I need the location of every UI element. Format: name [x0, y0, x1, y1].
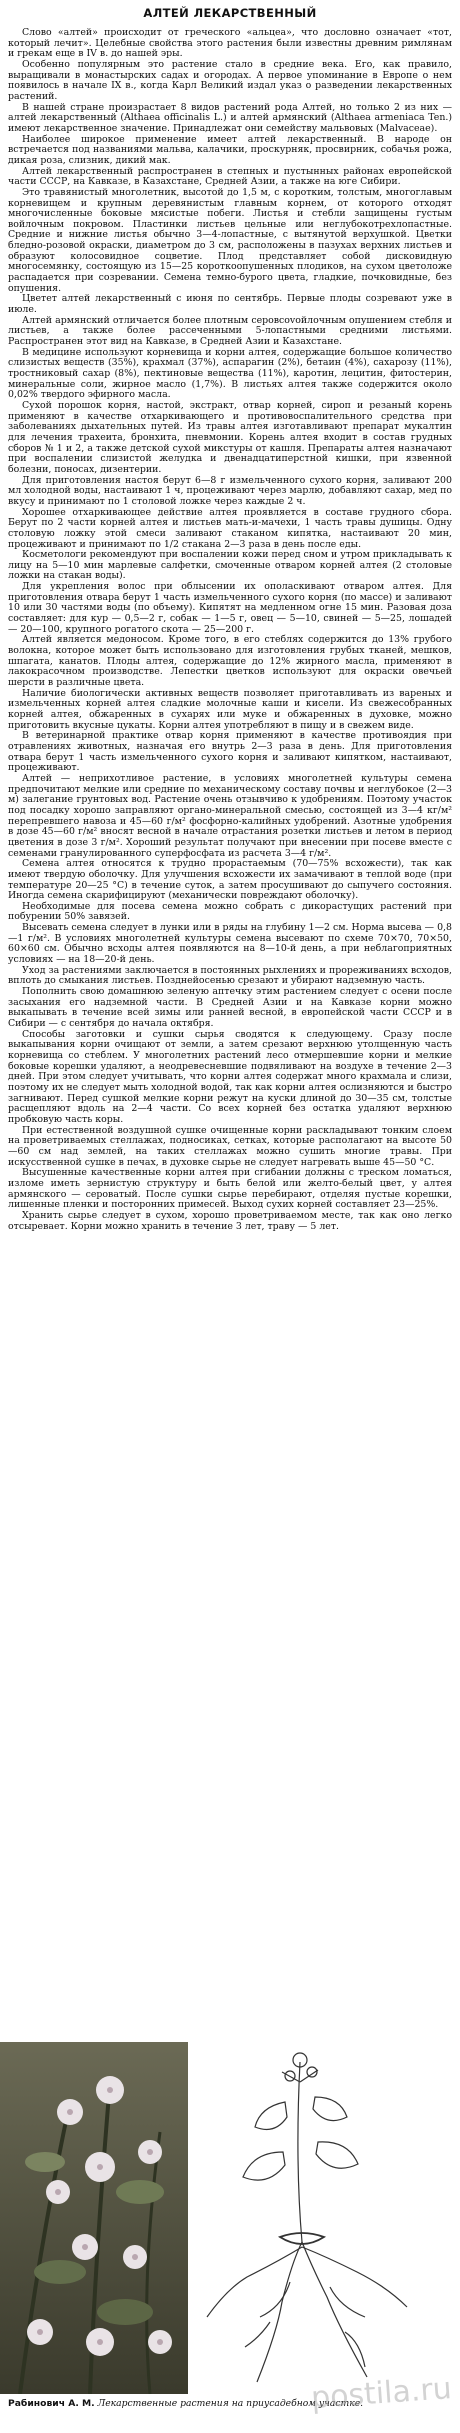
paragraph: Хранить сырье следует в сухом, хорошо проветриваемом месте, так как оно легко отсыревает. Корни можно хранить в течение 3 лет, траву — 5 лет. [8, 1209, 452, 1232]
plant-drawing [207, 2053, 407, 2382]
caption-text: Лекарственные растения на приусадебном участке. [97, 2398, 364, 2409]
paragraph: Хорошее отхаркивающее действие алтея проявляется в составе грудного сбора. Берут по 2 части корней алтея и листьев мать-и-мачехи, 1 часть травы душицы. Одну столовую ложку этой смеси заливают стаканом кипятка, настаивают 20 мин, процеживают и принимают по 1/2 стакана 2—3 раза в день после еды. [8, 506, 452, 550]
paragraph: Высевать семена следует в лунки или в ряды на глубину 1—2 см. Норма высева — 0,8—1 г/м². В условиях многолетней культуры семена высевают по схеме 70×70, 70×50, 60×60 см. Обычно всходы алтея появляются на 8—10-й день, а при неблагоприятных условиях — на 18—20-й день. [8, 922, 452, 966]
paragraph: Сухой порошок корня, настой, экстракт, отвар корней, сироп и резаный корень применяют в качестве отхаркивающего и противовоспалительного средства при заболеваниях дыхательных путей. Из травы алтея изготавливают препарат мукалтин для лечения трахеита, бронхита, пневмонии. Корень алтея входит в состав грудных сборов № 1 и 2, а также детской сухой микстуры от кашля. Препараты алтея назначают при воспалении слизистой желудка и двенадцатиперстной кишки, при язвенной болезни, поносах, дизентерии. [8, 399, 452, 475]
article-body [8, 28, 452, 1232]
paragraph: Наиболее широкое применение имеет алтей лекарственный. В народе он встречается под названиями мальва, калачики, проскурняк, просвирник, собачья рожа, дикая роза, слизник, дикий мак. [8, 133, 452, 166]
paragraph: При естественной воздушной сушке очищенные корни раскладывают тонким слоем на проветриваемых стеллажах, подносиках, сетках, которые располагают на высоте 50—60 см над землей, на таких стеллажах можно сушить многие травы. При искусственной сушке в печах, в духовке сырье не следует нагревать выше 45—50 °С. [8, 1124, 452, 1168]
caption-author: Рабинович А. М. [8, 2398, 95, 2409]
paragraph: Алтей — неприхотливое растение, в условиях многолетней культуры семена предпочитают мелкие или средние по механическому составу почвы и неглубокое (2—3 м) залегание грунтовых вод. Растение очень отзывчиво к удобрениям. Поэтому участок под посадку хорошо заправляют органо-минеральной смесью, состоящей из 3—4 кг/м² перепревшего навоза и 45—60 г/м² фосфорно-калийных удобрений. Азотные удобрения в дозе 45—60 г/м² вносят весной в начале отрастания розетки листьев и летом в период цветения в дозе 3 г/м². Хороший результат получают при внесении при посеве вместе с семенами гранулированного суперфосфата из расчета 3—4 г/м². [8, 772, 452, 859]
paragraph: Высушенные качественные корни алтея при сгибании должны с треском ломаться, изломе иметь зернистую структуру и быть белой или желто-белый цвет, у алтея армянского — сероватый. После сушки сырье перебирают, отделяя пустые корешки, лишенные пленки и посторонних примесей. Выход сухих корней составляет 23—25%. [8, 1167, 452, 1211]
paragraph: Алтей лекарственный распространен в степных и пустынных районах европейской части СССР, на Кавказе, в Казахстане, Средней Азии, а также на юге Сибири. [8, 165, 452, 188]
paragraph: Семена алтея относятся к трудно прорастаемым (70—75% всхожести), так как имеют твердую оболочку. Для улучшения всхожести их замачивают в теплой воде (при температуре 20—25 °С) в течение суток, а затем просушивают до сыпучего состояния. Иногда семена скарифицируют (механически повреждают оболочку). [8, 858, 452, 902]
paragraph: Особенно популярным это растение стало в средние века. Его, как правило, выращивали в монастырских садах и огородах. А первое упоминание в Европе о нем появилось в начале IX в., когда Карл Великий издал указ о разведении лекарственных растений. [8, 58, 452, 102]
paragraph: Для укрепления волос при облысении их ополаскивают отваром алтея. Для приготовления отвара берут 1 часть измельченного сухого корня (по массе) и заливают 10 или 30 частями воды (по объему). Кипятят на медленном огне 15 мин. Разовая доза составляет: для кур — 0,5—2 г, собак — 1—5 г, овец — 5—10, свиней — 5—25, лошадей — 20—100, крупного рогатого скота — 25—200 г. [8, 581, 452, 635]
paragraph: Это травянистый многолетник, высотой до 1,5 м, с коротким, толстым, многоглавым корневищем и крупным деревянистым главным корнем, от которого отходят многочисленные боковые мясистые побеги. Листья и стебли защищены густым войлочным покровом. Пластинки листьев цельные или неглубокотрехлопастные. Средние и нижние листья обычно 3—4-лопастные, с вытянутой верхушкой. Цветки бледно-розовой окраски, диаметром до 3 см, расположены в пазухах верхних листьев и образуют колосовидное соцветие. Плод представляет собой дисковидную многосемянку, состоящую из 15—25 короткоопушенных плодиков, на сухом цветоложе распадается при созревании. Семена темно-бурого цвета, гладкие, почковидные, без опушения. [8, 186, 452, 294]
paragraph: Способы заготовки и сушки сырья сводятся к следующему. Сразу после выкапывания корни очищают от земли, а затем срезают верхнюю утолщенную часть корневища со стеблем. У многолетних растений лесо отмершевшие корни и мелкие боковые корешки удаляют, а неодревесневшие подвяливают на воздухе в течение 2—3 дней. При этом следует учитывать, что корни алтея содержат много крахмала и слизи, поэтому их не следует мыть холодной водой, так как корни алтея ослизняются и быстро загнивают. Перед сушкой мелкие корни режут на куски длиной до 30—35 см, толстые расщепляют вдоль на 2—4 части. Со всех корней без остатка удаляют верхнюю пробковую часть коры. [8, 1028, 452, 1125]
paragraph: Слово «алтей» происходит от греческого «альцеа», что дословно означает «тот, который лечит». Целебные свойства этого растения были известны древним римлянам и грекам еще в IV в. до нашей эры. [8, 27, 452, 60]
paragraph: Цветет алтей лекарственный с июня по сентябрь. Первые плоды созревают уже в июле. [8, 293, 452, 316]
paragraph: Алтей армянский отличается более плотным серовcovойлочным опушением стебля и листьев, а также более рассеченными 5-лопастными средними листьями. Распространен этот вид на Кавказе, в Средней Азии и Казахстане. [8, 314, 452, 348]
paragraph: В нашей стране произрастает 8 видов растений рода Алтей, но только 2 из них — алтей лекарственный (Althaea officinalis L.) и алтей армянский (Althaea armeniaca Ten.) имеют лекарственное значение. Принадлежат они семейству мальвовых (Malvaceae). [8, 101, 452, 134]
paragraph: Необходимые для посева семена можно собрать с дикорастущих растений при побурении 50% завязей. [8, 900, 452, 923]
paragraph: В медицине используют корневища и корни алтея, содержащие большое количество слизистых веществ (35%), крахмал (37%), аспарагин (2%), бетаин (4%), сахарозу (11%), тростниковый сахар (8%), пектиновые вещества (11%), каротин, лецитин, фитостерин, минеральные соли, жирное масло (1,7%). В листьях алтея также содержится около 0,02% твердого эфирного масла. [8, 346, 452, 401]
paragraph: Алтей является медоносом. Кроме того, в его стеблях содержится до 13% грубого волокна, которое может быть использовано для изготовления грубых тканей, мешков, шпагата, канатов. Плоды алтея, содержащие до 12% жирного масла, применяют в лакокрасочном производстве. Лепестки цветков используют для окраски овечьей шерсти в различные цвета. [8, 634, 452, 689]
paragraph: Косметологи рекомендуют при воспалении кожи перед сном и утром прикладывать к лицу на 5—10 мин марлевые салфетки, смоченные отваром корней алтея (2 столовые ложки на стакан воды). [8, 549, 452, 582]
paragraph: Пополнить свою домашнюю зеленую аптечку этим растением следует с осени после засыхания его надземной части. В Средней Азии и на Кавказе корни можно выкапывать в течение всей зимы или ранней весной, в европейской части СССР и в Сибири — с сентября до начала октября. [8, 986, 452, 1030]
paragraph: Уход за растениями заключается в постоянных рыхлениях и прореживаниях всходов, вплоть до смыкания листьев. Позднейосенью срезают и убирают надземную часть. [8, 964, 452, 987]
paragraph: Наличие биологически активных веществ позволяет приготавливать из вареных и измельченных корней алтея сладкие молочные каши и кисели. Из свежесобранных корней алтея, обжаренных в сухарях или муке и обжаренных в духовке, можно приготовить вкусные цукаты. Корни алтея употребляют в пищу и в свежем виде. [8, 687, 452, 731]
watermark-logo: postila.ru [310, 2371, 454, 2416]
illustrations [0, 2042, 460, 2394]
article-title: АЛТЕЙ ЛЕКАРСТВЕННЫЙ [143, 6, 317, 20]
paragraph: Для приготовления настоя берут 6—8 г измельченного сухого корня, заливают 200 мл холодной воды, настаивают 1 ч, процеживают через марлю, добавляют сахар, мед по вкусу и принимают по 1 столовой ложке через каждые 2 ч. [8, 474, 452, 507]
plant-photo [0, 2042, 188, 2394]
article [8, 6, 452, 1232]
paragraph: В ветеринарной практике отвар корня применяют в качестве противоядия при отравлениях животных, назначая его внутрь 2—3 раза в день. Для приготовления отвара берут 1 часть измельченного сухого корня и заливают кипятком, настаивают, процеживают. [8, 730, 452, 774]
